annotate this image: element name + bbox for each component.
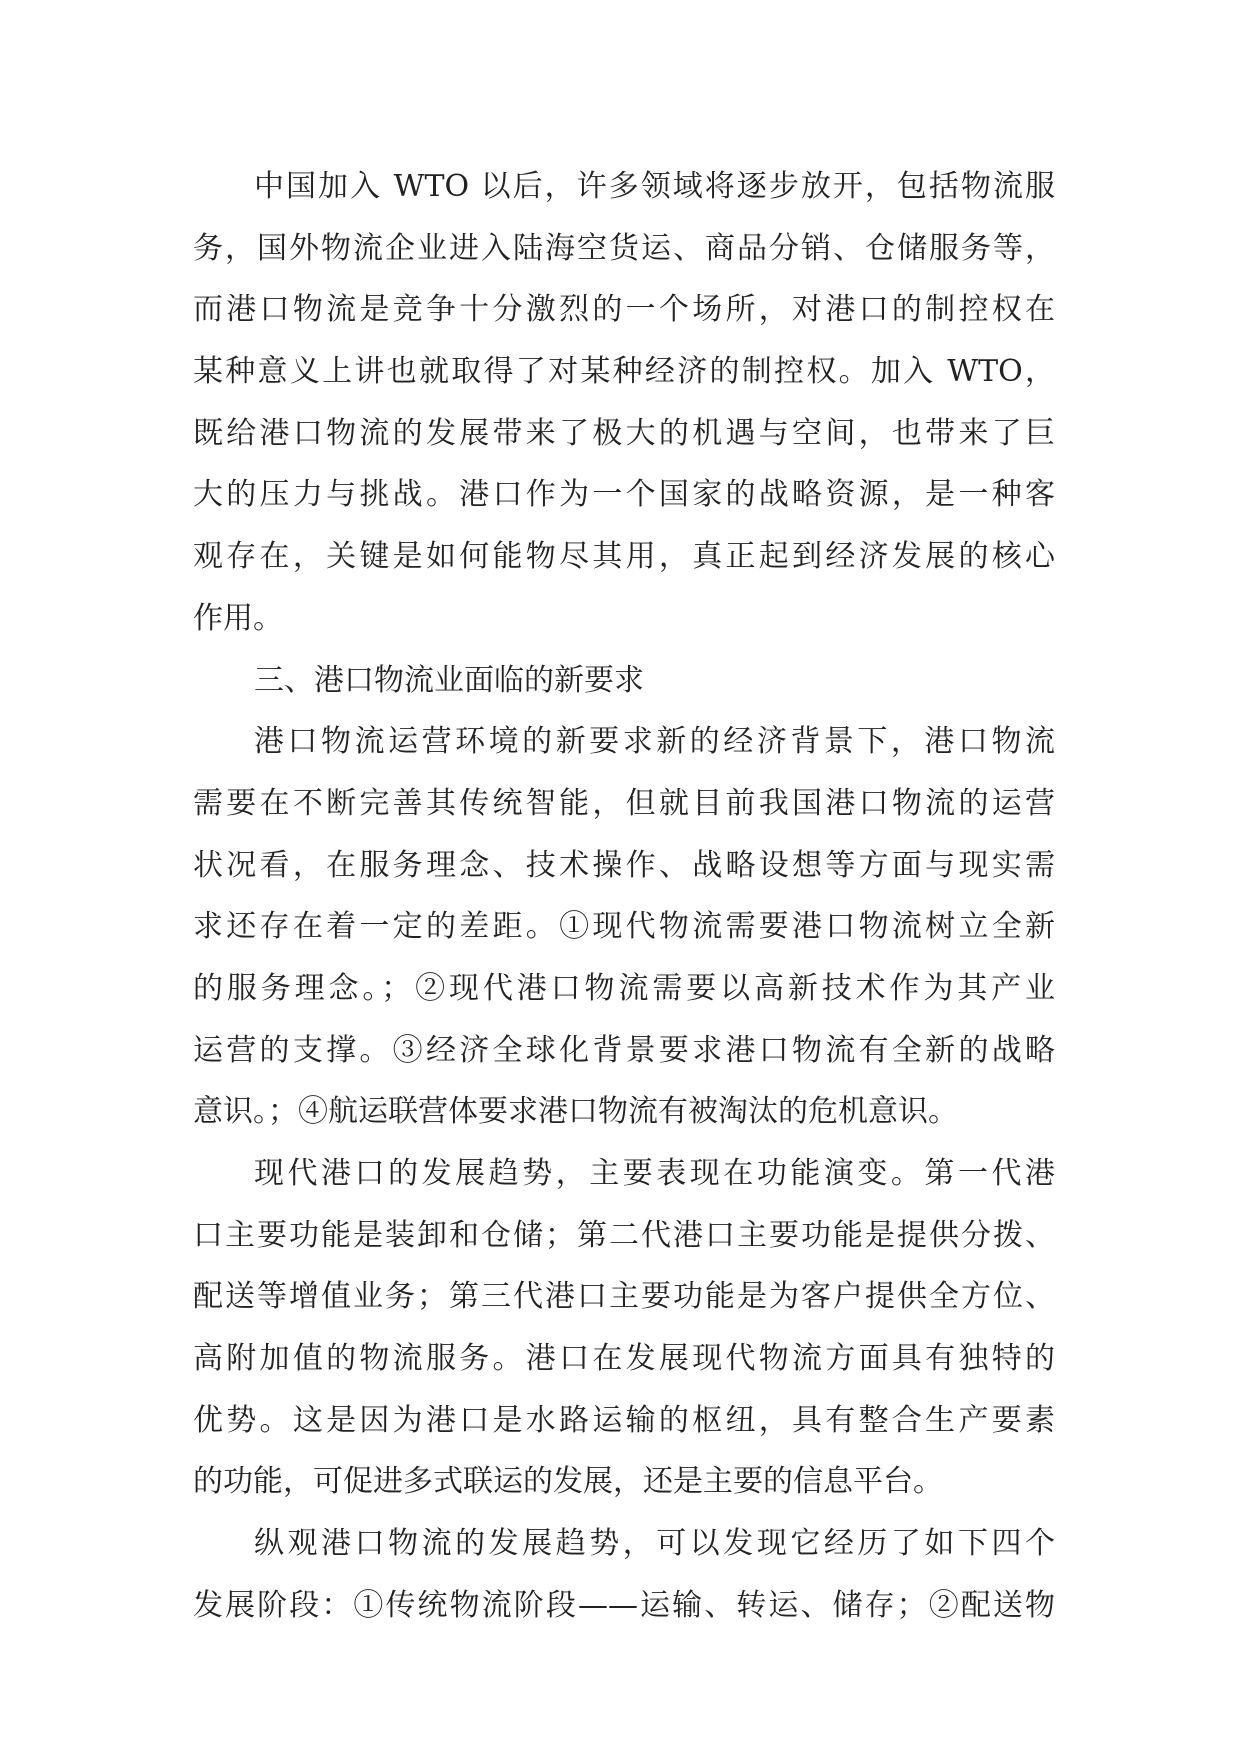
text-line: 的服务理念。；②现代港口物流需要以高新技术作为其产业 xyxy=(193,970,1055,1006)
text-line: 现代港口的发展趋势，主要表现在功能演变。第一代港 xyxy=(254,1156,1055,1191)
text-line: 的功能，可促进多式联运的发展，还是主要的信息平台。 xyxy=(193,1464,943,1500)
text-line: 状况看，在服务理念、技术操作、战略设想等方面与现实需 xyxy=(193,847,1055,883)
text-line: 需要在不断完善其传统智能，但就目前我国港口物流的运营 xyxy=(193,785,1055,821)
text-line: 发展阶段：①传统物流阶段——运输、转运、储存；②配送物 xyxy=(193,1587,1055,1623)
text-line: 而港口物流是竞争十分激烈的一个场所，对港口的制控权在 xyxy=(193,292,1055,328)
text-line: 港口物流运营环境的新要求新的经济背景下，港口物流 xyxy=(254,724,1055,760)
text-line: 运营的支撑。③经济全球化背景要求港口物流有全新的战略 xyxy=(193,1032,1055,1068)
text-line: 观存在，关键是如何能物尽其用，真正起到经济发展的核心 xyxy=(193,539,1055,575)
text-line: 务，国外物流企业进入陆海空货运、商品分销、仓储服务等， xyxy=(193,230,1055,266)
text-line: 配送等增值业务；第三代港口主要功能是为客户提供全方位、 xyxy=(193,1279,1055,1315)
text-line: 优势。这是因为港口是水路运输的枢纽，具有整合生产要素 xyxy=(193,1402,1055,1438)
text-line: 既给港口物流的发展带来了极大的机遇与空间，也带来了巨 xyxy=(193,415,1055,451)
text-line: 作用。 xyxy=(193,600,283,636)
text-line: 求还存在着一定的差距。①现代物流需要港口物流树立全新 xyxy=(193,909,1055,945)
text-line: 三、港口物流业面临的新要求 xyxy=(254,662,644,698)
text-line: 纵观港口物流的发展趋势，可以发现它经历了如下四个 xyxy=(254,1526,1055,1562)
document-body xyxy=(193,156,1055,1637)
text-line: 大的压力与挑战。港口作为一个国家的战略资源，是一种客 xyxy=(193,477,1055,513)
text-line: 中国加入 WTO 以后，许多领域将逐步放开，包括物流服 xyxy=(254,169,1055,204)
text-line: 意识。；④航运联营体要求港口物流有被淘汰的危机意识。 xyxy=(193,1094,958,1130)
text-line: 口主要功能是装卸和仓储；第二代港口主要功能是提供分拨、 xyxy=(193,1217,1055,1253)
text-line: 某种意义上讲也就取得了对某种经济的制控权。加入 WTO， xyxy=(193,354,1055,390)
text-line: 高附加值的物流服务。港口在发展现代物流方面具有独特的 xyxy=(193,1341,1055,1377)
